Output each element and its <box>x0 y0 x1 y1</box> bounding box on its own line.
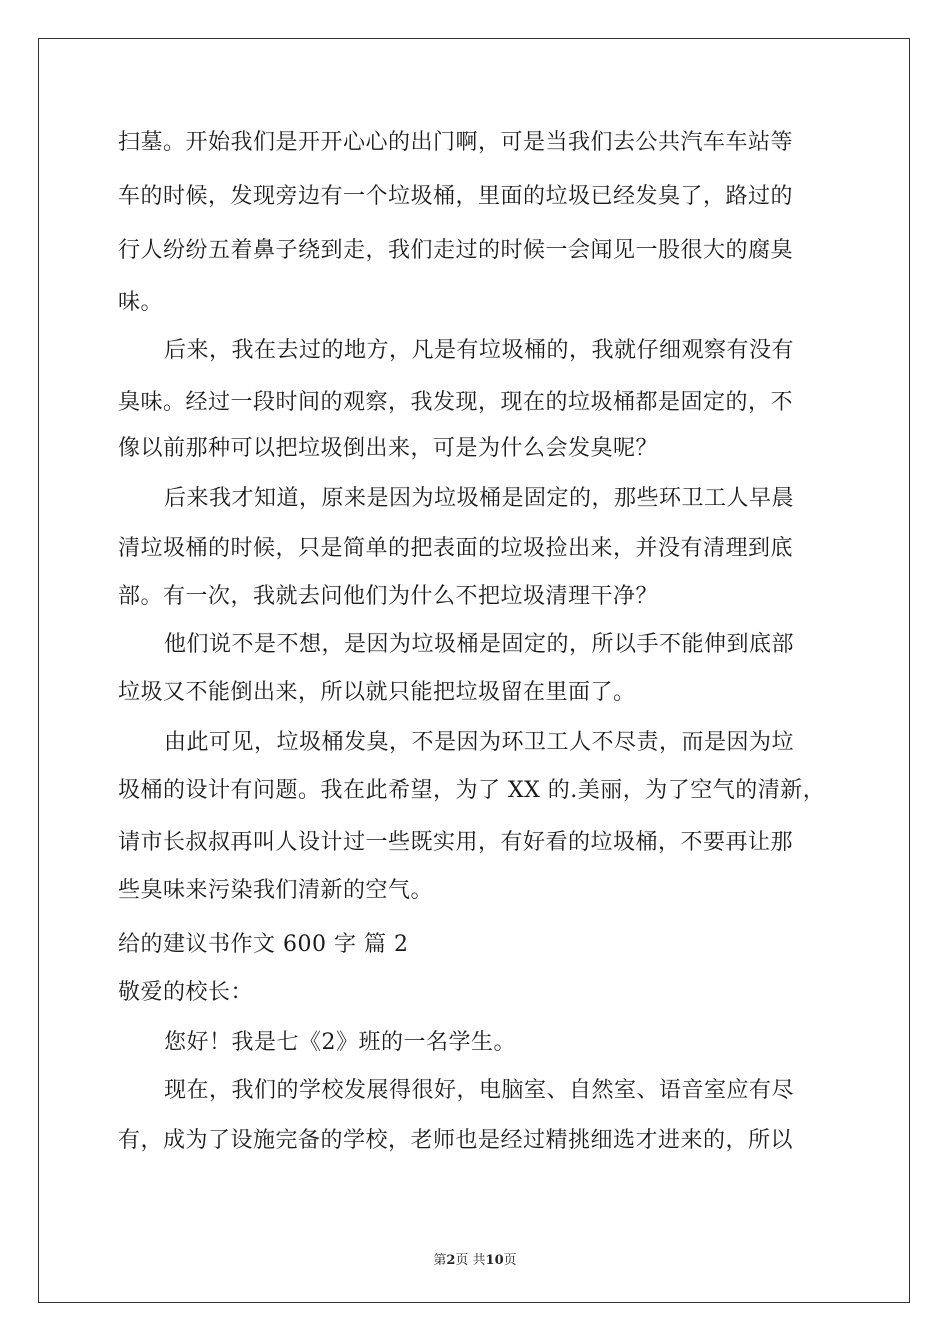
text-line: 些臭味来污染我们清新的空气。 <box>118 878 434 903</box>
text-line: 味。 <box>118 290 164 315</box>
text-line: 垃圾又不能倒出来，所以就只能把垃圾留在里面了。 <box>118 680 636 705</box>
paragraph-first-line: 由此可见，垃圾桶发臭，不是因为环卫工人不尽责，而是因为垃 <box>164 730 795 755</box>
total-page-count: 10 <box>485 1253 504 1268</box>
text-line: 车的时候，发现旁边有一个垃圾桶，里面的垃圾已经发臭了，路过的 <box>118 184 794 209</box>
page-suffix: 页 <box>503 1253 517 1268</box>
text-line: 清垃圾桶的时候，只是简单的把表面的垃圾捡出来，并没有清理到底 <box>118 536 794 561</box>
text-line: 臭味。经过一段时间的观察，我发现，现在的垃圾桶都是固定的，不 <box>118 390 794 415</box>
section-heading: 给的建议书作文 600 字 篇 2 <box>118 932 409 957</box>
greeting-line: 您好！我是七《2》班的一名学生。 <box>164 1030 516 1055</box>
text-line: 扫墓。开始我们是开开心心的出门啊，可是当我们去公共汽车车站等 <box>118 130 794 155</box>
paragraph-first-line: 现在，我们的学校发展得很好，电脑室、自然室、语音室应有尽 <box>164 1078 795 1103</box>
salutation: 敬爱的校长： <box>118 980 254 1005</box>
page-border <box>38 38 910 1303</box>
text-line: 请市长叔叔再叫人设计过一些既实用，有好看的垃圾桶，不要再让那 <box>118 830 794 855</box>
text-line: 部。有一次，我就去问他们为什么不把垃圾清理干净？ <box>118 584 659 609</box>
paragraph-first-line: 后来，我在去过的地方，凡是有垃圾桶的，我就仔细观察有没有 <box>164 338 795 363</box>
page-separator: 页 共 <box>455 1253 486 1268</box>
text-line: 有，成为了设施完备的学校，老师也是经过精挑细选才进来的，所以 <box>118 1128 794 1153</box>
paragraph-first-line: 后来我才知道，原来是因为垃圾桶是固定的，那些环卫工人早晨 <box>164 486 795 511</box>
text-line: 像以前那种可以把垃圾倒出来，可是为什么会发臭呢？ <box>118 436 659 461</box>
page-prefix: 第 <box>433 1253 447 1268</box>
text-line: 行人纷纷五着鼻子绕到走，我们走过的时候一会闻见一股很大的腐臭 <box>118 238 794 263</box>
paragraph-first-line: 他们说不是不想，是因为垃圾桶是固定的，所以手不能伸到底部 <box>164 632 795 657</box>
current-page-number: 2 <box>446 1253 456 1268</box>
page-footer <box>0 1249 950 1268</box>
text-line: 圾桶的设计有问题。我在此希望，为了 XX 的.美丽，为了空气的清新， <box>118 778 826 803</box>
